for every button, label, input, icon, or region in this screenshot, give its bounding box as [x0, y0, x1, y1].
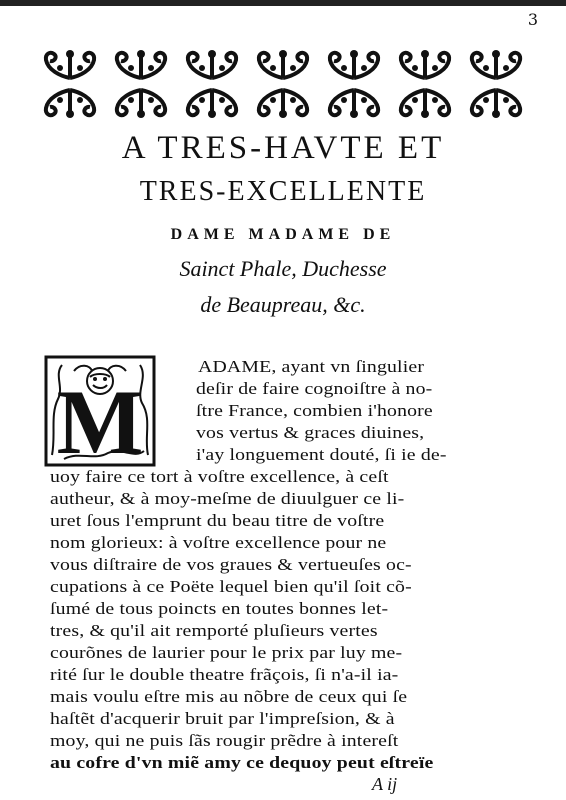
ornament-row-bottom: [40, 84, 526, 122]
body-text-line: i'ay longuement douté, ſi ie de-: [196, 445, 447, 464]
heading-line-3: DAME MADAME DE: [170, 226, 396, 243]
fleuron-ornament: [466, 86, 526, 120]
body-text-line: uoy faire ce tort à voſtre excellence, à ceſt: [50, 467, 389, 486]
ornamental-headpiece: [40, 46, 526, 122]
fleuron-ornament: [324, 86, 384, 120]
page-number: 3: [527, 10, 538, 29]
body-text-line: moy, qui ne puis ſãs rougir prẽdre à intereſt: [50, 731, 399, 750]
body-text-line: rité ſur le double theatre frãçois, ſi n'a-il ia-: [50, 665, 399, 684]
body-text-line: vous diſtraire de vos graues & vertueuſes oc-: [50, 555, 412, 574]
heading-line-4: Sainct Phale, Duchesse: [179, 256, 387, 281]
fleuron-ornament: [466, 48, 526, 82]
body-text-line: uret ſous l'emprunt du beau titre de voſtre: [50, 511, 385, 530]
fleuron-ornament: [395, 86, 455, 120]
body-text-line: ſumé de tous poincts en toutes bonnes let-: [50, 599, 389, 618]
fleuron-ornament: [253, 86, 313, 120]
fleuron-ornament: [182, 86, 242, 120]
fleuron-ornament: [111, 48, 171, 82]
top-border-rule: [0, 0, 566, 6]
ornament-row-top: [40, 46, 526, 84]
fleuron-ornament: [40, 86, 100, 120]
body-text-line: autheur, & à moy-meſme de diuulguer ce li-: [50, 489, 405, 508]
decorated-initial: [44, 355, 156, 467]
body-text-line: ADAME, ayant vn ſingulier: [198, 357, 425, 376]
body-text-line: cupations à ce Poëte lequel bien qu'il ſoit cõ-: [50, 577, 412, 596]
body-text-line: vos vertus & graces diuines,: [196, 423, 425, 442]
body-text-line: tres, & qu'il ait remporté pluſieurs vertes: [50, 621, 378, 640]
body-text-line: mais voulu eſtre mis au nõbre de ceux qui ſe: [50, 687, 408, 706]
body-text-line: ſtre France, combien i'honore: [196, 401, 433, 420]
drop-cap-letter: M: [56, 371, 144, 467]
heading-line-2: TRES-EXCELLENTE: [139, 176, 427, 207]
fleuron-ornament: [40, 48, 100, 82]
body-text-line: au cofre d'vn miẽ amy ce dequoy peut eſtreïe: [50, 753, 434, 772]
fleuron-ornament: [182, 48, 242, 82]
body-text-line: deſir de faire cognoiſtre à no-: [196, 379, 433, 398]
body-text-line: nom glorieux: à voſtre excellence pour ne: [50, 533, 387, 552]
fleuron-ornament: [253, 48, 313, 82]
body-text-line: haſtẽt d'acquerir bruit par l'impreſsion, & à: [50, 709, 395, 728]
fleuron-ornament: [111, 86, 171, 120]
fleuron-ornament: [324, 48, 384, 82]
signature-mark: A ij: [372, 774, 398, 794]
fleuron-ornament: [395, 48, 455, 82]
heading-line-5: de Beaupreau, &c.: [200, 292, 366, 317]
body-text-line: courõnes de laurier pour le prix par luy me-: [50, 643, 403, 662]
heading-line-1: A TRES-HAVTE ET: [121, 130, 445, 166]
